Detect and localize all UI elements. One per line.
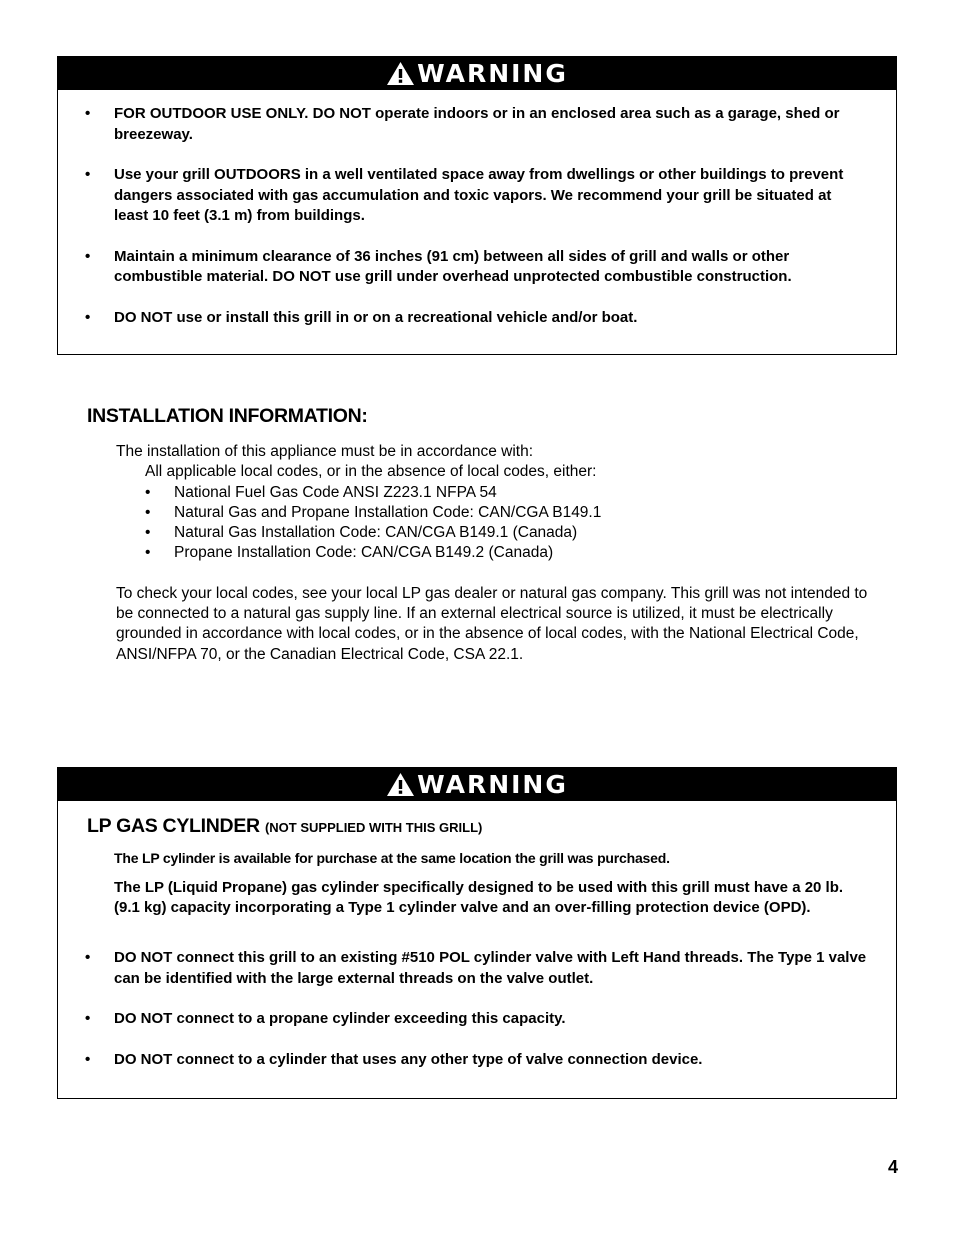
installation-title: INSTALLATION INFORMATION:	[87, 405, 368, 427]
installation-subintro: All applicable local codes, or in the absence of local codes, either:	[145, 463, 597, 481]
installation-body	[116, 442, 877, 665]
warning-header	[58, 768, 896, 801]
warning-bullet-list	[58, 948, 896, 1070]
installation-information-section	[87, 405, 877, 665]
code-item: • Natural Gas Installation Code: CAN/CGA B149.1 (Canada)	[145, 523, 877, 543]
installation-paragraph: To check your local codes, see your local LP gas dealer or natural gas company. This grill was not intended to be connected to a natural gas supply line. If an external electrical source is utilized, it must be electrically grounded in accordance with local codes, or in the absence of local codes, with the National Electrical Code, ANSI/NFPA 70, or the Canadian Electrical Code, CSA 22.1.	[116, 584, 868, 663]
warning-bullet: • Use your grill OUTDOORS in a well ventilated space away from dwellings or other buildings to prevent dangers associated with gas accumulation and toxic vapors. We recommend your grill be situated at least 10 feet (3.1 m) from buildings.	[58, 165, 896, 227]
warning-triangle-icon	[386, 772, 415, 797]
warning-triangle-icon	[386, 61, 415, 86]
warning-box-outdoor-use	[57, 56, 897, 355]
warning-bullet: • DO NOT connect to a propane cylinder exceeding this capacity.	[58, 1009, 896, 1030]
lp-cylinder-subtitle: LP GAS CYLINDER	[87, 815, 260, 837]
lp-capacity-paragraph: The LP (Liquid Propane) gas cylinder specifically designed to be used with this grill must have a 20 lb. (9.1 kg) capacity incorporating a Type 1 cylinder valve and an over-filling protection device (OPD).	[114, 879, 844, 916]
installation-intro: The installation of this appliance must be in accordance with:	[116, 443, 534, 460]
warning-bullet: • FOR OUTDOOR USE ONLY. DO NOT operate indoors or in an enclosed area such as a garage, shed or breezeway.	[58, 104, 896, 145]
warning-box-lp-cylinder	[57, 767, 897, 1099]
warning-header	[58, 57, 896, 90]
code-item: • Propane Installation Code: CAN/CGA B149.2 (Canada)	[145, 543, 877, 563]
page-number: 4	[887, 1157, 898, 1177]
code-list	[145, 483, 877, 564]
warning-bullet-list	[58, 104, 896, 328]
lp-cylinder-note: (NOT SUPPLIED WITH THIS GRILL)	[264, 820, 483, 835]
warning-title: WARNING	[417, 770, 568, 799]
code-item: • Natural Gas and Propane Installation Code: CAN/CGA B149.1	[145, 503, 877, 523]
warning-bullet: • Maintain a minimum clearance of 36 inches (91 cm) between all sides of grill and walls or other combustible material. DO NOT use grill under overhead unprotected combustible construction.	[58, 247, 896, 288]
warning-bullet: • DO NOT connect this grill to an existing #510 POL cylinder valve with Left Hand threads. The Type 1 valve can be identified with the large external threads on the valve outlet.	[58, 948, 896, 989]
lp-cylinder-title	[87, 815, 896, 838]
warning-bullet: • DO NOT connect to a cylinder that uses any other type of valve connection device.	[58, 1050, 896, 1071]
warning-title: WARNING	[417, 59, 568, 88]
warning-bullet: • DO NOT use or install this grill in or on a recreational vehicle and/or boat.	[58, 308, 896, 329]
lp-availability-paragraph: The LP cylinder is available for purchase at the same location the grill was purchased.	[114, 850, 670, 866]
code-item: • National Fuel Gas Code ANSI Z223.1 NFPA 54	[145, 483, 877, 503]
